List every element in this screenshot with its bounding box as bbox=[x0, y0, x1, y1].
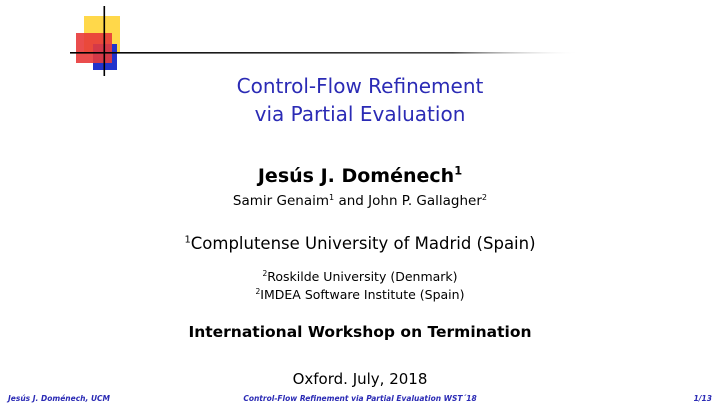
secondary-affiliation-2-text: IMDEA Software Institute (Spain) bbox=[260, 287, 465, 302]
secondary-affiliation-1-text: Roskilde University (Denmark) bbox=[267, 269, 458, 284]
slide-footer bbox=[0, 393, 720, 406]
footer-page-number: 1/13 bbox=[693, 394, 712, 403]
coauthor-2-sup: 2 bbox=[481, 191, 488, 202]
author-sup: 1 bbox=[454, 163, 463, 178]
slide-title bbox=[0, 72, 720, 128]
secondary-affiliation-2-sup: 2 bbox=[255, 287, 261, 297]
footer-title: Control-Flow Refinement via Partial Evaluation WST´18 bbox=[243, 394, 477, 403]
coauthors bbox=[0, 193, 720, 209]
secondary-affiliation-1 bbox=[0, 268, 720, 286]
secondary-affiliation-1-sup: 2 bbox=[262, 269, 268, 279]
title-line-2: via Partial Evaluation bbox=[254, 102, 466, 126]
footer-author: Jesús J. Doménech, UCM bbox=[8, 394, 111, 403]
coauthor-2: John P. Gallagher bbox=[368, 193, 482, 209]
beamer-logo bbox=[0, 0, 720, 80]
author-name-text: Jesús J. Doménech bbox=[257, 165, 455, 187]
secondary-affiliations bbox=[0, 268, 720, 304]
primary-affiliation-text: Complutense University of Madrid (Spain) bbox=[190, 234, 536, 253]
logo-red-square bbox=[76, 33, 112, 63]
coauthors-and: and bbox=[334, 193, 369, 209]
event-name: International Workshop on Termination bbox=[188, 323, 532, 341]
secondary-affiliation-2 bbox=[0, 286, 720, 304]
coauthor-1-sup: 1 bbox=[329, 191, 335, 202]
primary-affiliation bbox=[0, 234, 720, 253]
title-line-1: Control-Flow Refinement bbox=[236, 74, 484, 98]
event-date: Oxford. July, 2018 bbox=[292, 370, 428, 388]
primary-affiliation-sup: 1 bbox=[184, 234, 191, 246]
coauthor-1: Samir Genaim bbox=[232, 193, 330, 209]
author-name bbox=[0, 165, 720, 187]
logo-vertical-line bbox=[104, 6, 106, 76]
logo-horizontal-line bbox=[70, 52, 580, 54]
